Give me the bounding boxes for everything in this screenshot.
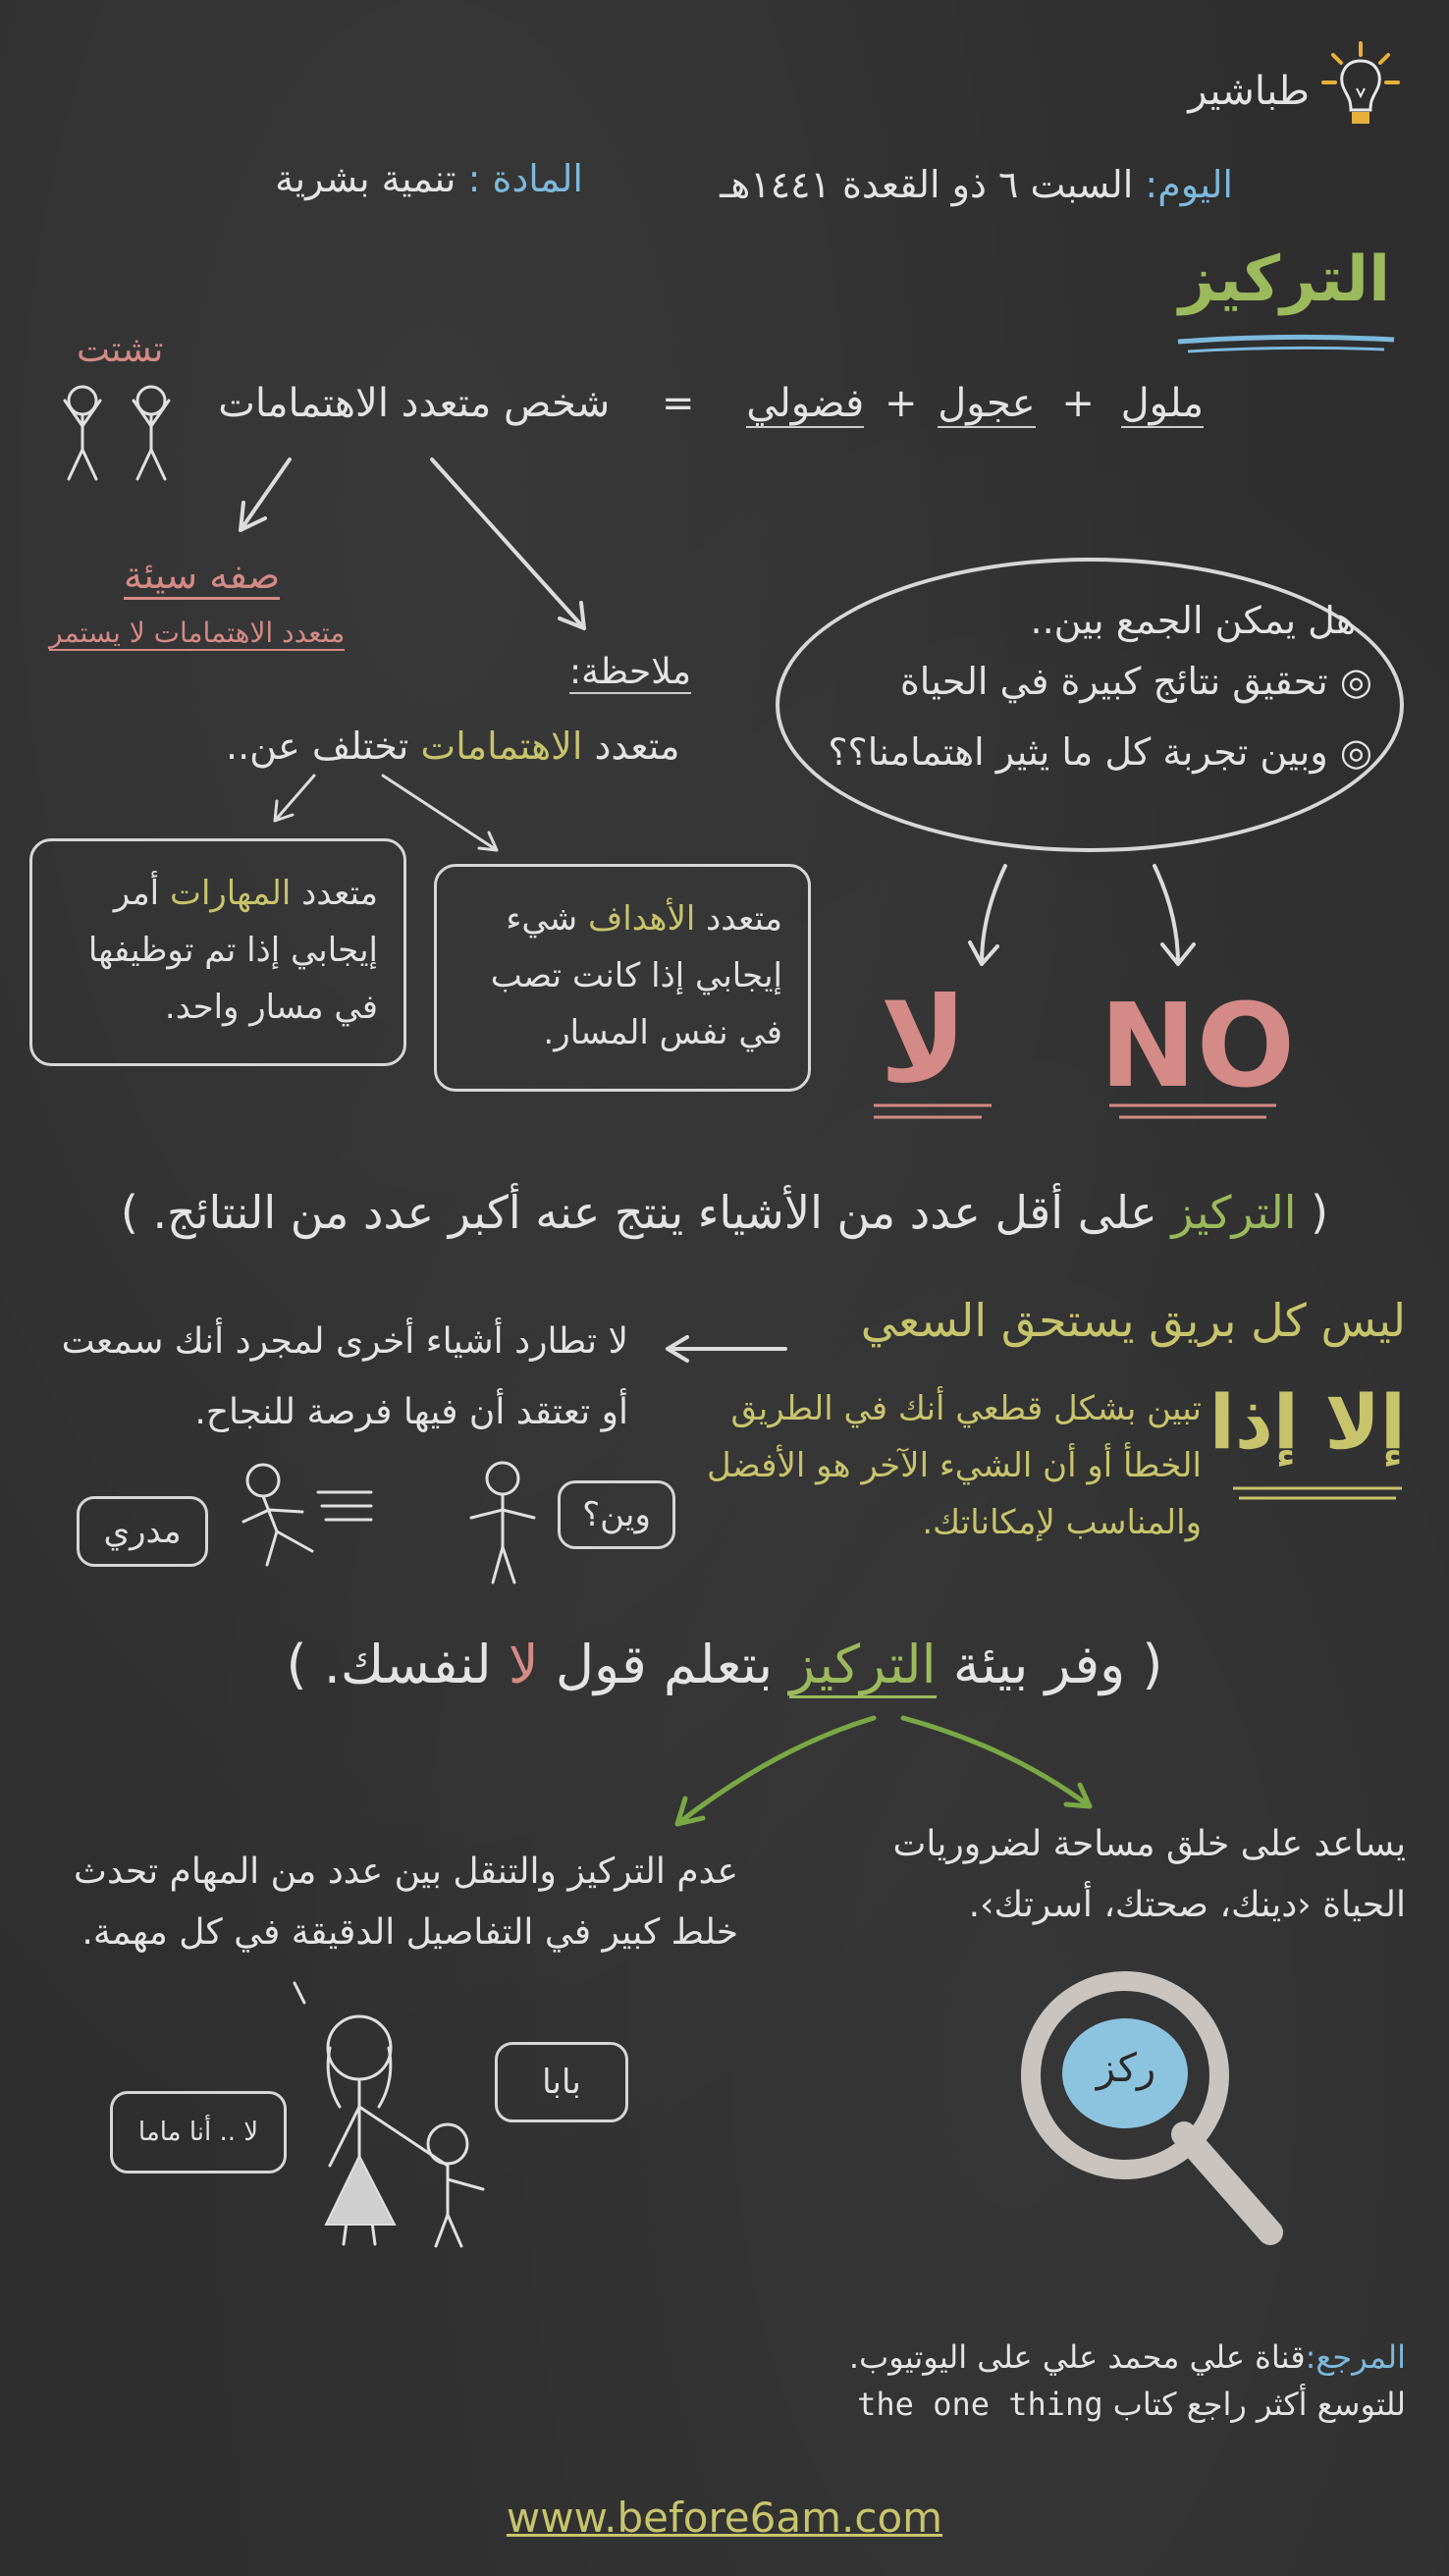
bubble-dunno: مدري [77, 1496, 208, 1567]
except-desc: تبين بشكل قطعي أنك في الطريق الخطأ أو أن الشيء الآخر هو الأفضل والمناسب لإمكاناتك. [706, 1389, 1202, 1542]
box-skills: متعدد المهارات أمر إيجابي إذا تم توظيفها في مسار واحد. [29, 838, 406, 1066]
title-underline [1168, 330, 1404, 359]
shiny-desc-2: أو تعتقد أن فيها فرصة للنجاح. [194, 1392, 628, 1432]
benefit-text: يساعد على خلق مساحة لضروريات الحياة ‹دينك، صحتك، أسرتك›. [892, 1824, 1406, 1925]
except-underline [1229, 1484, 1406, 1504]
arrow-icon [648, 1329, 795, 1368]
stick-figure-icon [463, 1459, 542, 1586]
lightbulb-icon [1321, 39, 1400, 137]
day-value: السبت ٦ ذو القعدة ١٤٤١هـ [720, 163, 1134, 206]
subject-value: تنمية بشرية [275, 157, 456, 200]
shiny-title: ليس كل بريق يستحق السعي [860, 1294, 1406, 1347]
bullet-icon: ◎ [1327, 660, 1372, 703]
mother-child-icon [291, 1979, 526, 2264]
subject-line [275, 157, 583, 200]
date-line [720, 163, 1233, 206]
running-figure-icon [224, 1463, 381, 1571]
reference-line: المرجع:قناة علي محمد علي على اليوتيوب. [848, 2338, 1406, 2376]
answer-arrows [942, 856, 1237, 974]
bullet-icon: ◎ [1327, 730, 1372, 774]
question-intro: هل يمكن الجمع بين.. [1030, 599, 1356, 642]
subject-label: المادة : [467, 157, 583, 200]
question-option-1: ◎ تحقيق نتائج كبيرة في الحياة [899, 660, 1372, 703]
magnifier-icon [1017, 1967, 1292, 2262]
equation-result: شخص متعدد الاهتمامات [218, 381, 611, 426]
term-3: فضولي [746, 381, 865, 426]
shiny-desc-1: لا تطارد أشياء أخرى لمجرد أنك سمعت [61, 1321, 628, 1362]
scatter-label: تشتت [77, 330, 164, 370]
except-title: إلا إذا [1208, 1378, 1406, 1466]
bubble-mom: لا .. أنا ماما [110, 2091, 287, 2174]
answer-en: NO [1100, 978, 1296, 1113]
answer-underline [864, 1098, 1355, 1137]
env-line: ( وفر بيئة التركيز بتعلم قول لا لنفسك. ) [0, 1634, 1449, 1695]
note-label: ملاحظة: [569, 652, 691, 692]
reference-more: للتوسع أكثر راجع كتاب the one thing [857, 2386, 1406, 2423]
term-1: ملول [1120, 381, 1204, 426]
footer-url[interactable]: www.before6am.com [506, 2494, 943, 2542]
term-2: عجول [938, 381, 1036, 426]
bad-trait-sub: متعدد الاهتمامات لا يستمر [49, 617, 346, 649]
question-option-2: ◎ وبين تجربة كل ما يثير اهتمامنا؟؟ [828, 730, 1372, 774]
bubble-where: وين؟ [558, 1480, 675, 1549]
focus-quote: ( التركيز على أقل عدد من الأشياء ينتج عنه أكبر عدد من النتائج. ) [120, 1186, 1329, 1239]
equation: ملول + عجول + فضولي = شخص متعدد الاهتمامات [218, 381, 1204, 426]
brand [1145, 39, 1400, 137]
bad-trait-title: صفه سيئة [124, 554, 280, 600]
note-line: متعدد الاهتمامات تختلف عن.. [226, 724, 680, 768]
day-label: اليوم: [1145, 163, 1233, 206]
bubble-child: بابا [495, 2042, 628, 2122]
box-goals: متعدد الأهداف شيء إيجابي إذا كانت تصب في نفس المسار. [434, 864, 811, 1092]
brand-name: طباشير [1188, 69, 1310, 114]
page-title: التركيز [1178, 243, 1390, 316]
magnifier-text: ركز [1096, 2046, 1156, 2091]
answer-ar: لا [880, 973, 968, 1109]
harm-text: عدم التركيز والتنقل بين عدد من المهام تحدث خلط كبير في التفاصيل الدقيقة في كل مهمة. [74, 1852, 738, 1953]
